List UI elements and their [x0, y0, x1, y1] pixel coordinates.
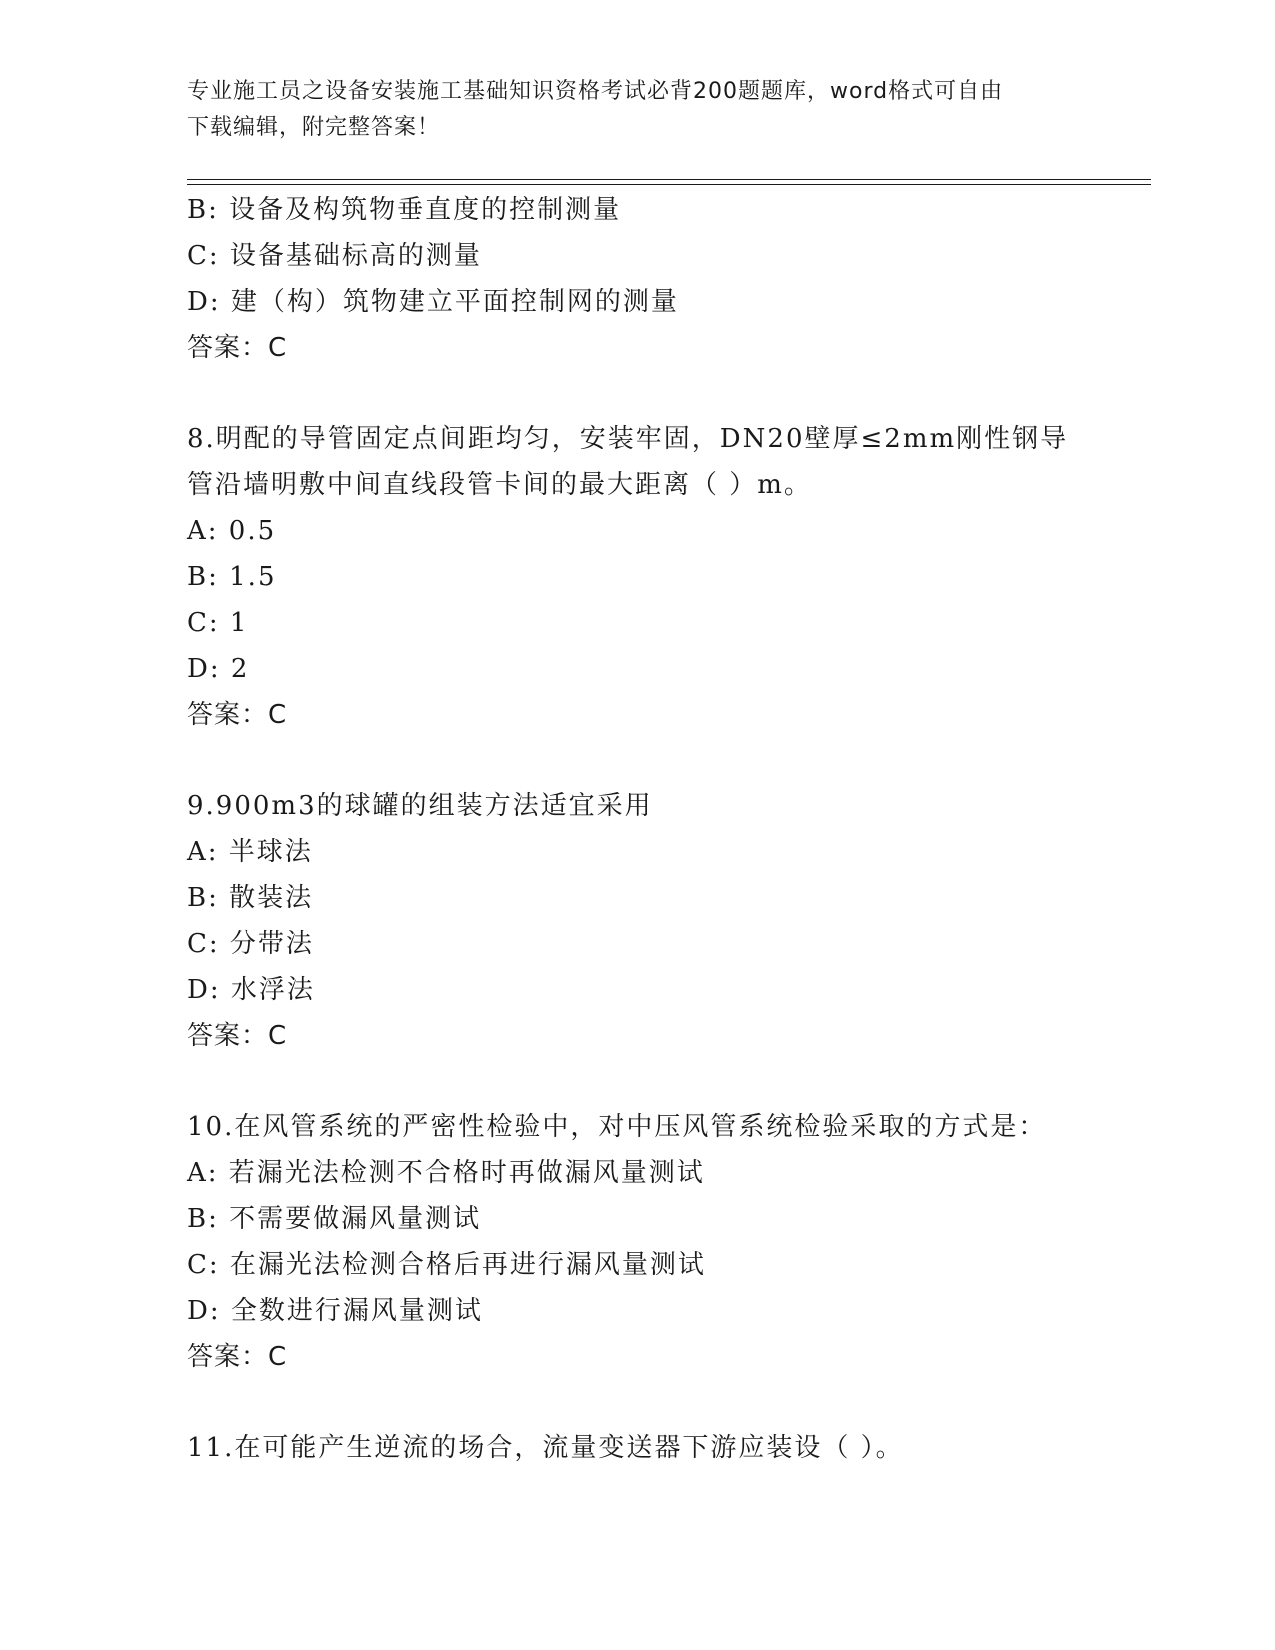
option-b: B: 散装法 [187, 883, 314, 913]
document-header [187, 74, 1087, 146]
question-list [187, 187, 1087, 1471]
header-line-2: 下载编辑，附完整答案！ [187, 115, 441, 140]
question-stem-line: 11.在可能产生逆流的场合，流量变送器下游应装设（ ）。 [187, 1433, 904, 1463]
question-block [187, 187, 1087, 371]
question-block [187, 1104, 1087, 1380]
option-a: A: 0.5 [187, 516, 277, 546]
option-b: B: 设备及构筑物垂直度的控制测量 [187, 195, 622, 225]
option-d: D: 全数进行漏风量测试 [187, 1296, 483, 1326]
question-block [187, 1425, 1087, 1471]
answer-line: 答案：C [187, 333, 288, 363]
question-stem-line: 9.900m3的球罐的组装方法适宜采用 [187, 791, 653, 821]
answer-line: 答案：C [187, 1342, 288, 1372]
option-c: C: 分带法 [187, 929, 314, 959]
question-stem-line: 10.在风管系统的严密性检验中，对中压风管系统检验采取的方式是： [187, 1112, 1047, 1142]
question-block [187, 783, 1087, 1059]
question-stem-line: 8.明配的导管固定点间距均匀，安装牢固，DN20壁厚≤2mm刚性钢导 [187, 424, 1069, 454]
header-line-1: 专业施工员之设备安装施工基础知识资格考试必背200题题库，word格式可自由 [187, 79, 1004, 104]
answer-line: 答案：C [187, 1021, 288, 1051]
option-c: C: 设备基础标高的测量 [187, 241, 482, 271]
header-divider-top [187, 179, 1151, 180]
option-a: A: 半球法 [187, 837, 313, 867]
option-c: C: 1 [187, 608, 249, 638]
option-d: D: 2 [187, 654, 250, 684]
header-divider-bottom [187, 184, 1151, 185]
option-a: A: 若漏光法检测不合格时再做漏风量测试 [187, 1158, 705, 1188]
option-b: B: 不需要做漏风量测试 [187, 1204, 482, 1234]
option-d: D: 建（构）筑物建立平面控制网的测量 [187, 287, 679, 317]
question-block [187, 416, 1087, 738]
question-stem-line: 管沿墙明敷中间直线段管卡间的最大距离（ ）m。 [187, 470, 812, 500]
answer-line: 答案：C [187, 700, 288, 730]
option-d: D: 水浮法 [187, 975, 315, 1005]
option-b: B: 1.5 [187, 562, 277, 592]
option-c: C: 在漏光法检测合格后再进行漏风量测试 [187, 1250, 706, 1280]
